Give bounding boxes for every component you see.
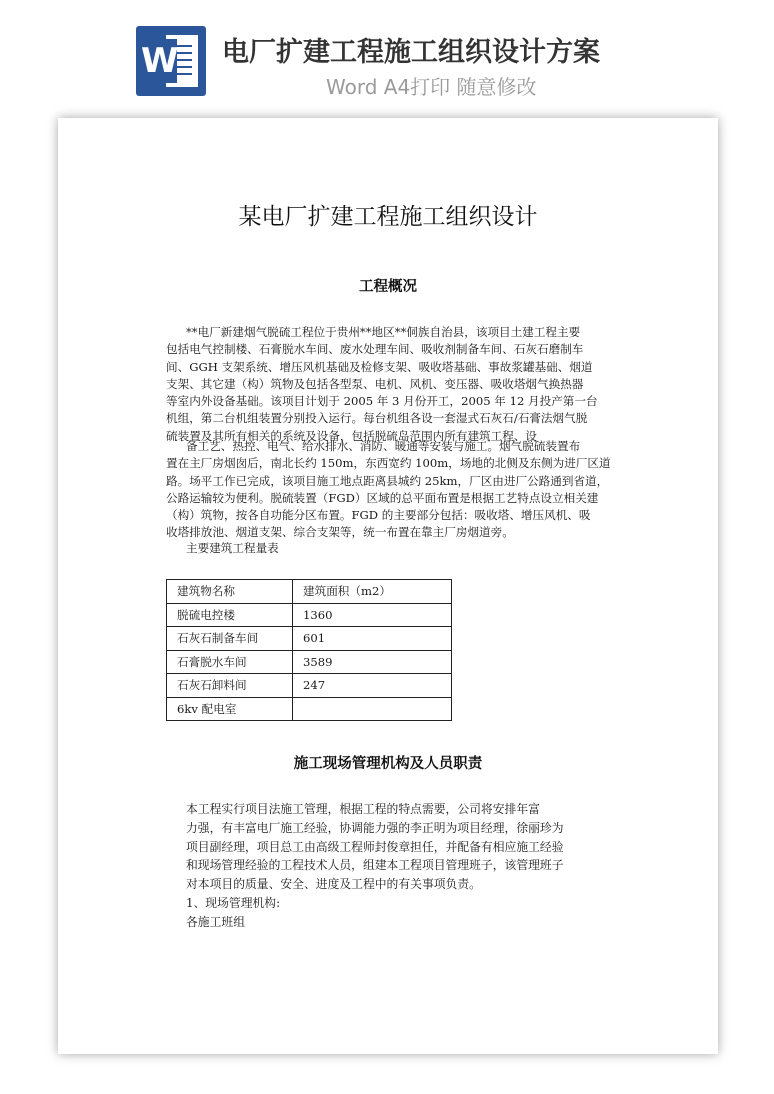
section-heading-overview: 工程概况 (359, 279, 417, 295)
section-heading-management: 施工现场管理机构及人员职责 (293, 756, 483, 772)
table-cell: 石灰石制备车间 (167, 627, 293, 651)
text-line: 本工程实行项目法施工管理，根据工程的特点需要，公司将安排年富 (186, 802, 540, 816)
banner-subtitle: Word A4打印 随意修改 (326, 75, 537, 99)
table-header-row (167, 580, 452, 604)
text-line: （构）筑物，按各自功能分区布置。FGD 的主要部分包括：吸收塔、增压风机、吸 (166, 508, 591, 523)
document-page (58, 118, 718, 1054)
table-row (167, 603, 452, 627)
table-cell: 6kv 配电室 (167, 697, 293, 721)
document-title: 某电厂扩建工程施工组织设计 (238, 204, 538, 230)
table-cell (293, 697, 452, 721)
text-line: 间、GGH 支架系统、增压风机基础及检修支架、吸收塔基础、事故浆罐基础、烟道 (166, 359, 593, 374)
text-line: 收塔排放池、烟道支架、综合支架等，统一布置在靠主厂房烟道旁。 (166, 525, 514, 540)
table-row (167, 650, 452, 674)
header-banner (0, 0, 774, 112)
management-paragraph (186, 800, 626, 932)
text-line: 机组，第二台机组装置分别投入运行。每台机组各设一套湿式石灰石/石膏法烟气脱 (166, 411, 588, 426)
quantity-table (166, 579, 452, 721)
text-line: 等室内外设备基础。该项目计划于 2005 年 3 月份开工，2005 年 12 月投产第一台 (166, 394, 598, 409)
table-row (167, 674, 452, 698)
table-caption: 主要建筑工程量表 (186, 541, 279, 555)
text-line: 力强，有丰富电厂施工经验，协调能力强的李正明为项目经理，徐丽珍为 (186, 820, 564, 835)
text-line: 各施工班组 (186, 914, 245, 929)
text-line: 包括电气控制楼、石膏脱水车间、废水处理车间、吸收剂制备车间、石灰石磨制车 (166, 342, 584, 357)
table-cell: 247 (293, 674, 452, 698)
text-line: 路。场平工作已完成，该项目施工地点距离县城约 25km，厂区由进厂公路通到省道， (166, 473, 609, 488)
table-cell: 石灰石卸料间 (167, 674, 293, 698)
overview-paragraph-1 (166, 324, 618, 445)
table-cell: 石膏脱水车间 (167, 650, 293, 674)
text-line: 支架、其它建（构）筑物及包括各型泵、电机、风机、变压器、吸收塔烟气换热器 (166, 376, 584, 391)
overview-paragraph-2 (166, 438, 618, 542)
word-letter: W (141, 41, 179, 81)
table-header-cell: 建筑物名称 (167, 580, 293, 604)
text-line: 对本项目的质量、安全、进度及工程中的有关事项负责。 (186, 877, 481, 892)
text-line: 置在主厂房烟囱后，南北长约 150m，东西宽约 100m，场地的北侧及东侧为进厂区道 (166, 456, 611, 471)
text-line: 公路运输较为便利。脱硫装置（FGD）区域的总平面布置是根据工艺特点设立相关建 (166, 490, 599, 505)
table-cell: 1360 (293, 603, 452, 627)
text-line: 硫装置及其所有相关的系统及设备，包括脱硫岛范围内所有建筑工程、设 (166, 428, 538, 443)
text-line: **电厂新建烟气脱硫工程位于贵州**地区**侗族自治县，该项目土建工程主要 (186, 325, 581, 339)
table-row (167, 627, 452, 651)
text-line: 1、现场管理机构: (186, 895, 281, 910)
table-cell: 脱硫电控楼 (167, 603, 293, 627)
banner-title: 电厂扩建工程施工组织设计方案 (222, 37, 600, 68)
text-line: 备工艺、热控、电气、给水排水、消防、暖通等安装与施工。烟气脱硫装置布 (186, 439, 581, 453)
table-cell: 601 (293, 627, 452, 651)
table-cell: 3589 (293, 650, 452, 674)
table-row (167, 697, 452, 721)
text-line: 和现场管理经验的工程技术人员，组建本工程项目管理班子，该管理班子 (186, 858, 564, 873)
text-line: 项目副经理，项目总工由高级工程师封俊章担任，并配备有相应施工经验 (186, 839, 564, 854)
table-header-cell: 建筑面积（m2） (293, 580, 452, 604)
word-doc-icon (136, 26, 206, 96)
